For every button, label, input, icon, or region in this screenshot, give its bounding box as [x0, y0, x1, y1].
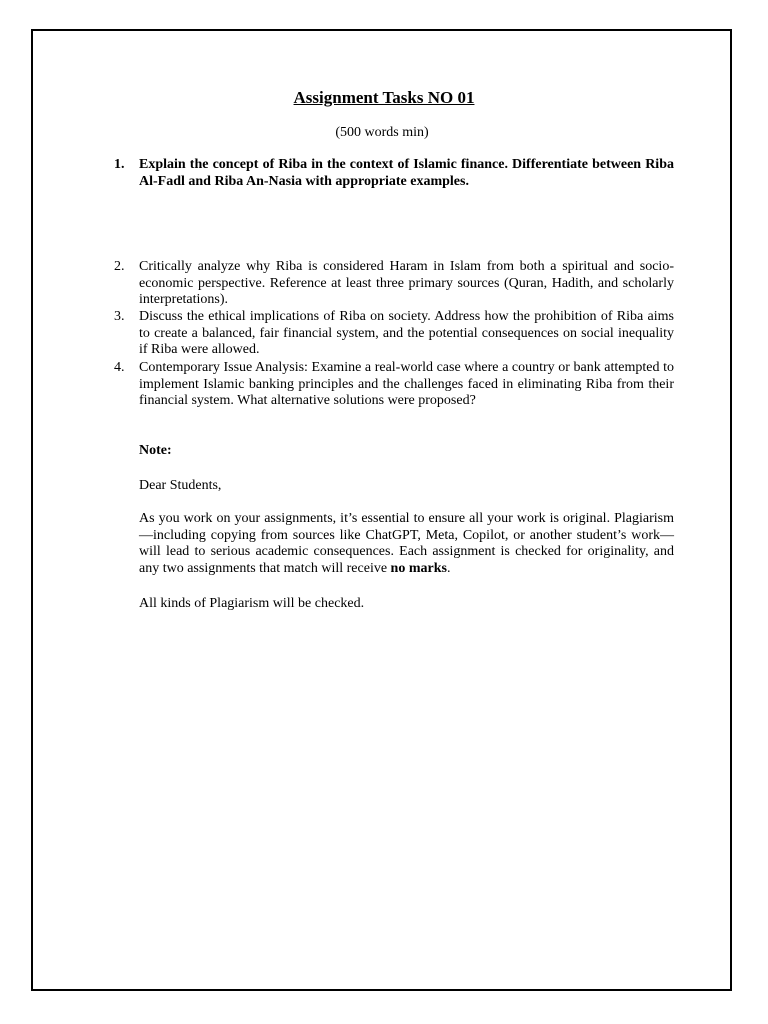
notice-emphasis: no marks — [390, 560, 447, 576]
document-title: Assignment Tasks NO 01 — [293, 88, 475, 107]
task-item-3 — [114, 309, 674, 359]
task-text: Critically analyze why Riba is considered Haram in Islam from both a spiritual and socio-economic perspective. Reference at least three primary sources (Quran, Hadith, and scholarly interpretations). — [139, 259, 674, 307]
task-item-2 — [114, 259, 674, 309]
plagiarism-notice — [139, 511, 674, 577]
task-number: 1. — [114, 157, 125, 172]
task-text: Discuss the ethical implications of Riba on society. Address how the prohibition of Riba aims to create a balanced, fair financial system, and the potential consequences on social inequality if Riba were allowed. — [139, 309, 674, 357]
task-item-4 — [114, 360, 674, 410]
task-text: Contemporary Issue Analysis: Examine a real-world case where a country or bank attempted to implement Islamic banking principles and the challenges faced in eliminating Riba from their financial system. What alternative solutions were proposed? — [139, 360, 674, 408]
task-number: 3. — [114, 309, 125, 324]
task-item-1 — [114, 157, 674, 190]
word-count-requirement: (500 words min) — [335, 125, 429, 140]
notice-end: . — [446, 560, 451, 576]
note-closing: All kinds of Plagiarism will be checked. — [139, 596, 365, 611]
note-greeting: Dear Students, — [139, 478, 222, 493]
note-heading: Note: — [139, 443, 172, 458]
notice-text: As you work on your assignments, it’s essential to ensure all your work is original. Plagiarism—including copying from sources like ChatGPT, Meta, Copilot, or another student’s work—will lead to serious academic consequences. Each assignment is checked for originality, and any two assignments that match will receive — [139, 511, 674, 576]
task-number: 2. — [114, 259, 125, 274]
task-text: Explain the concept of Riba in the context of Islamic finance. Differentiate between Riba Al-Fadl and Riba An-Nasia with appropriate examples. — [139, 157, 674, 189]
task-number: 4. — [114, 360, 125, 375]
